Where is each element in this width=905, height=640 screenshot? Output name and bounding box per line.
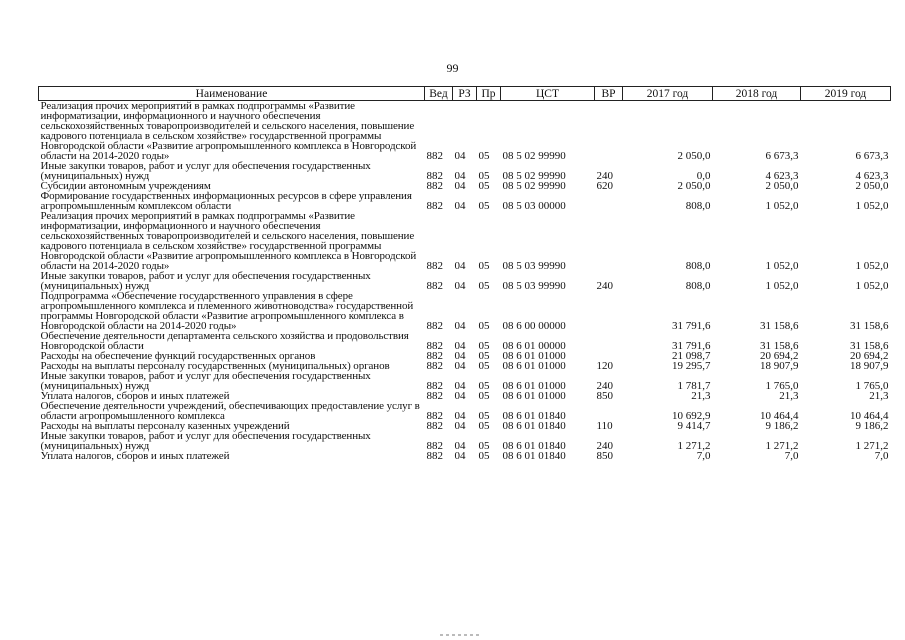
cell-cst: 08 6 01 01840 — [502, 440, 566, 452]
cell-name: Расходы на выплаты персоналу государственных (муниципальных) органов — [40, 360, 390, 372]
cell-vr: 850 — [596, 450, 613, 462]
cell-rz: 04 — [454, 360, 466, 372]
header-cst: ЦСТ — [501, 87, 595, 101]
cell-y2019: 1 052,0 — [855, 260, 889, 272]
cell-y2017: 808,0 — [685, 280, 711, 292]
cell-ved: 882 — [426, 340, 443, 352]
cell-rz: 04 — [454, 150, 466, 162]
table-row — [39, 211, 891, 271]
cell-pr: 05 — [478, 440, 490, 452]
cell-ved: 882 — [426, 390, 443, 402]
cell-y2018: 31 158,6 — [760, 320, 799, 332]
table-row — [39, 371, 891, 391]
cell-name: Субсидии автономным учреждениям — [40, 180, 211, 192]
cell-y2017: 0,0 — [696, 170, 711, 182]
cell-y2017: 808,0 — [685, 200, 711, 212]
cell-rz: 04 — [454, 200, 466, 212]
cell-y2018: 10 464,4 — [760, 410, 799, 422]
footer-scan-mark — [440, 634, 480, 636]
cell-y2019: 1 765,0 — [855, 380, 889, 392]
cell-y2018: 1 271,2 — [765, 440, 799, 452]
cell-vr — [595, 211, 623, 271]
cell-vr: 620 — [596, 180, 613, 192]
cell-cst: 08 5 02 99990 — [502, 180, 566, 192]
cell-y2017: 7,0 — [696, 450, 711, 462]
cell-ved: 882 — [426, 420, 443, 432]
cell-rz: 04 — [454, 380, 466, 392]
cell-ved: 882 — [426, 350, 443, 362]
cell-vr: 240 — [596, 280, 613, 292]
cell-cst: 08 6 01 01000 — [502, 350, 566, 362]
table-row — [39, 401, 891, 421]
table-row — [39, 101, 891, 162]
table-body — [39, 101, 891, 462]
cell-y2018: 1 052,0 — [765, 260, 799, 272]
cell-rz: 04 — [454, 390, 466, 402]
cell-ved: 882 — [426, 150, 443, 162]
cell-pr: 05 — [478, 320, 490, 332]
cell-name: Расходы на обеспечение функций государственных органов — [40, 350, 316, 362]
cell-ved: 882 — [426, 320, 443, 332]
cell-pr: 05 — [478, 350, 490, 362]
cell-cst: 08 5 02 99990 — [502, 170, 566, 182]
cell-name: Обеспечение деятельности департамента сельского хозяйства и продовольствия Новгородской области — [40, 330, 409, 352]
cell-y2017: 9 414,7 — [677, 420, 711, 432]
cell-cst: 08 6 01 01000 — [502, 380, 566, 392]
cell-name: Обеспечение деятельности учреждений, обеспечивающих предоставление услуг в области агропромышленного комплекса — [40, 400, 420, 422]
cell-rz: 04 — [454, 340, 466, 352]
cell-cst: 08 6 01 00000 — [502, 340, 566, 352]
cell-y2019: 31 158,6 — [850, 320, 889, 332]
table-row — [39, 291, 891, 331]
cell-y2019: 1 052,0 — [855, 280, 889, 292]
cell-y2017: 21 098,7 — [672, 350, 711, 362]
header-2017: 2017 год — [623, 87, 713, 101]
cell-vr: 240 — [596, 440, 613, 452]
cell-y2019: 4 623,3 — [855, 170, 889, 182]
table-row — [39, 161, 891, 181]
cell-pr: 05 — [478, 450, 490, 462]
cell-y2018: 2 050,0 — [765, 180, 799, 192]
cell-cst: 08 6 01 01840 — [502, 420, 566, 432]
cell-vr — [595, 291, 623, 331]
cell-y2018: 6 673,3 — [765, 150, 799, 162]
cell-ved: 882 — [426, 440, 443, 452]
cell-y2017: 2 050,0 — [677, 180, 711, 192]
cell-y2019: 10 464,4 — [850, 410, 889, 422]
cell-ved: 882 — [426, 410, 443, 422]
cell-cst: 08 5 03 99990 — [502, 280, 566, 292]
cell-ved: 882 — [426, 360, 443, 372]
cell-y2018: 7,0 — [784, 450, 799, 462]
header-name: Наименование — [39, 87, 425, 101]
header-2018: 2018 год — [713, 87, 801, 101]
cell-y2017: 1 271,2 — [677, 440, 711, 452]
cell-ved: 882 — [426, 170, 443, 182]
cell-cst: 08 5 03 99990 — [502, 260, 566, 272]
cell-y2019: 1 052,0 — [855, 200, 889, 212]
cell-name: Уплата налогов, сборов и иных платежей — [40, 390, 230, 402]
cell-name: Иные закупки товаров, работ и услуг для обеспечения государственных (муниципальных) нужд — [40, 160, 371, 182]
cell-pr: 05 — [478, 170, 490, 182]
cell-cst: 08 6 01 01840 — [502, 410, 566, 422]
cell-y2019: 1 271,2 — [855, 440, 889, 452]
cell-cst: 08 6 01 01000 — [502, 360, 566, 372]
cell-y2019: 21,3 — [869, 390, 889, 402]
cell-name: Уплата налогов, сборов и иных платежей — [40, 450, 230, 462]
cell-y2017: 31 791,6 — [672, 340, 711, 352]
cell-pr: 05 — [478, 200, 490, 212]
table-row — [39, 191, 891, 211]
cell-pr: 05 — [478, 150, 490, 162]
cell-name: Иные закупки товаров, работ и услуг для обеспечения государственных (муниципальных) нужд — [40, 270, 371, 292]
cell-cst: 08 6 01 01000 — [502, 390, 566, 402]
cell-rz: 04 — [454, 180, 466, 192]
cell-name: Реализация прочих мероприятий в рамках подпрограммы «Развитие информатизации, информационного и научного обеспечения сельскохозяйственных товаропроизводителей и сельского населения, повышение кадрового потенциала в сельском хозяйстве» государственной программы Новгородской области «Развитие агропромышленного комплекса в Новгородской области на 2014-2020 годы» — [40, 210, 417, 272]
cell-ved: 882 — [426, 180, 443, 192]
cell-y2017: 1 781,7 — [677, 380, 711, 392]
cell-vr: 240 — [596, 380, 613, 392]
header-rz: РЗ — [453, 87, 477, 101]
cell-pr: 05 — [478, 390, 490, 402]
cell-y2018: 18 907,9 — [760, 360, 799, 372]
cell-y2018: 9 186,2 — [765, 420, 799, 432]
cell-y2017: 31 791,6 — [672, 320, 711, 332]
cell-vr — [595, 101, 623, 162]
cell-vr: 850 — [596, 390, 613, 402]
cell-rz: 04 — [454, 420, 466, 432]
cell-y2019: 31 158,6 — [850, 340, 889, 352]
cell-cst: 08 5 03 00000 — [502, 200, 566, 212]
cell-y2017: 2 050,0 — [677, 150, 711, 162]
cell-ved: 882 — [426, 260, 443, 272]
cell-pr: 05 — [478, 180, 490, 192]
cell-y2017: 19 295,7 — [672, 360, 711, 372]
table-row — [39, 331, 891, 351]
table-header-row — [39, 87, 891, 101]
cell-y2019: 2 050,0 — [855, 180, 889, 192]
table-row — [39, 431, 891, 451]
cell-vr: 110 — [596, 420, 613, 432]
cell-y2019: 7,0 — [874, 450, 889, 462]
header-pr: Пр — [477, 87, 501, 101]
header-ved: Вед — [425, 87, 453, 101]
cell-rz: 04 — [454, 350, 466, 362]
cell-name: Иные закупки товаров, работ и услуг для обеспечения государственных (муниципальных) нужд — [40, 430, 371, 452]
cell-y2018: 4 623,3 — [765, 170, 799, 182]
cell-pr: 05 — [478, 380, 490, 392]
cell-vr: 120 — [596, 360, 613, 372]
cell-pr: 05 — [478, 260, 490, 272]
cell-pr: 05 — [478, 410, 490, 422]
cell-ved: 882 — [426, 200, 443, 212]
cell-name: Иные закупки товаров, работ и услуг для обеспечения государственных (муниципальных) нужд — [40, 370, 371, 392]
cell-y2019: 20 694,2 — [850, 350, 889, 362]
cell-pr: 05 — [478, 280, 490, 292]
cell-y2017: 21,3 — [691, 390, 711, 402]
header-2019: 2019 год — [801, 87, 891, 101]
cell-ved: 882 — [426, 280, 443, 292]
cell-rz: 04 — [454, 280, 466, 292]
header-vr: ВР — [595, 87, 623, 101]
cell-rz: 04 — [454, 320, 466, 332]
cell-vr — [595, 401, 623, 421]
cell-rz: 04 — [454, 260, 466, 272]
cell-cst: 08 6 01 01840 — [502, 450, 566, 462]
cell-ved: 882 — [426, 450, 443, 462]
cell-cst: 08 5 02 99990 — [502, 150, 566, 162]
cell-vr — [595, 191, 623, 211]
cell-cst: 08 6 00 00000 — [502, 320, 566, 332]
cell-rz: 04 — [454, 410, 466, 422]
cell-y2018: 1 052,0 — [765, 200, 799, 212]
cell-name: Формирование государственных информационных ресурсов в сфере управления агропромышленным комплексом области — [40, 190, 412, 212]
cell-y2017: 10 692,9 — [672, 410, 711, 422]
cell-y2018: 1 052,0 — [765, 280, 799, 292]
cell-rz: 04 — [454, 440, 466, 452]
cell-rz: 04 — [454, 450, 466, 462]
cell-y2019: 18 907,9 — [850, 360, 889, 372]
cell-y2018: 20 694,2 — [760, 350, 799, 362]
cell-y2017: 808,0 — [685, 260, 711, 272]
table-row — [39, 451, 891, 461]
cell-y2018: 31 158,6 — [760, 340, 799, 352]
cell-name: Расходы на выплаты персоналу казенных учреждений — [40, 420, 290, 432]
page-number: 99 — [446, 61, 459, 75]
cell-y2018: 21,3 — [779, 390, 799, 402]
table-row — [39, 271, 891, 291]
cell-pr: 05 — [478, 420, 490, 432]
budget-table — [38, 86, 891, 461]
cell-y2018: 1 765,0 — [765, 380, 799, 392]
cell-ved: 882 — [426, 380, 443, 392]
cell-pr: 05 — [478, 340, 490, 352]
cell-rz: 04 — [454, 170, 466, 182]
cell-vr — [595, 331, 623, 351]
cell-y2019: 9 186,2 — [855, 420, 889, 432]
cell-name: Реализация прочих мероприятий в рамках подпрограммы «Развитие информатизации, информационного и научного обеспечения сельскохозяйственных товаропроизводителей и сельского населения, повышение кадрового потенциала в сельском хозяйстве» государственной программы Новгородской области «Развитие агропромышленного комплекса в Новгородской области на 2014-2020 годы» — [40, 100, 417, 162]
cell-vr: 240 — [596, 170, 613, 182]
cell-pr: 05 — [478, 360, 490, 372]
cell-y2019: 6 673,3 — [855, 150, 889, 162]
cell-name: Подпрограмма «Обеспечение государственного управления в сфере агропромышленного комплекса и племенного животноводства» государственной программы Новгородской области «Развитие агропромышленного комплекса в Новгородской области на 2014-2020 годы» — [40, 290, 414, 332]
